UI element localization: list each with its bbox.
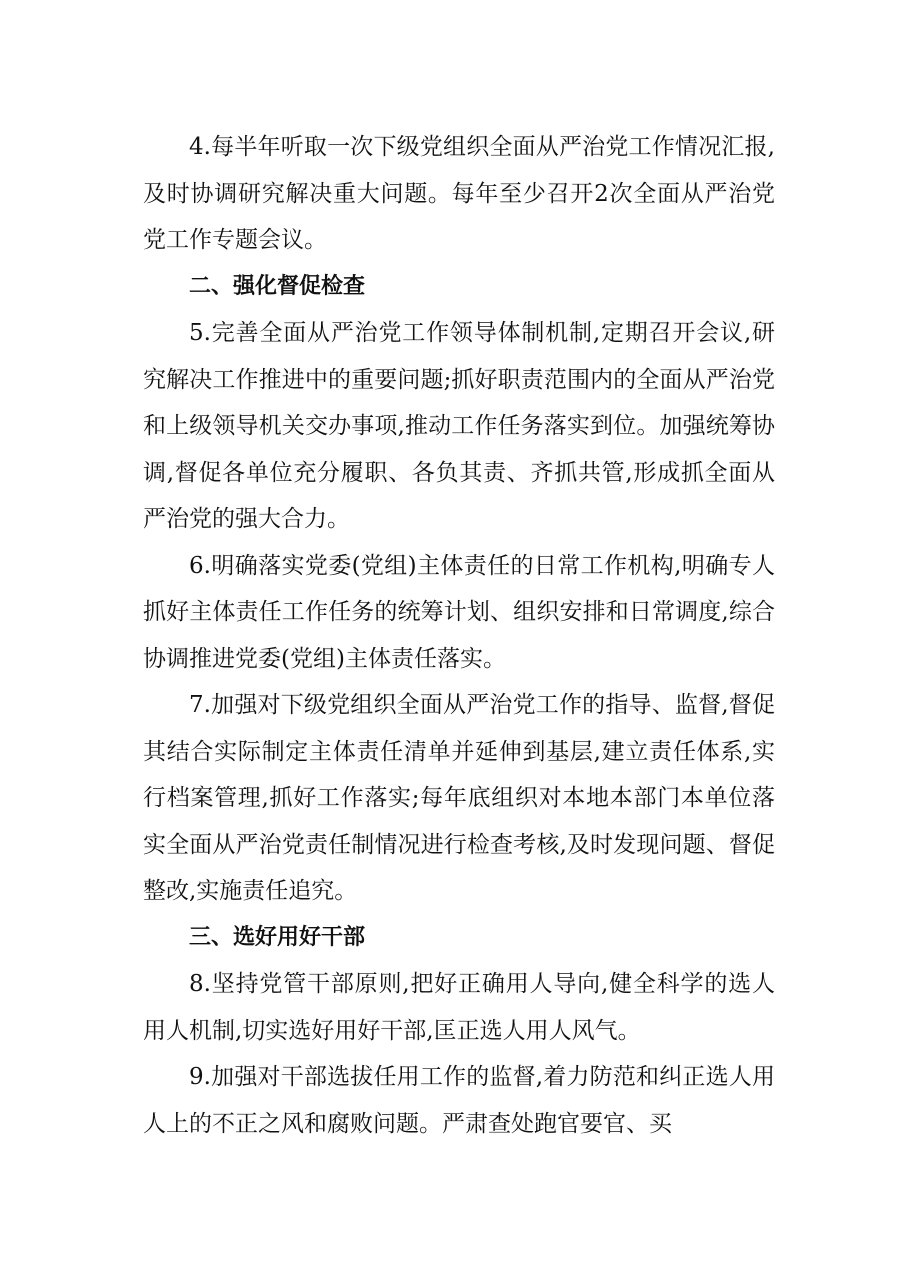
paragraph-item-5: 5.完善全面从严治党工作领导体制机制,定期召开会议,研究解决工作推进中的重要问题;抓好职责范围内的全面从严治党和上级领导机关交办事项,推动工作任务落实到位。加强统筹协调,督促各单位充分履职、各负其责、齐抓共管,形成抓全面从严治党的强大合力。 (143, 320, 775, 532)
paragraph-item-4: 4.每半年听取一次下级党组织全面从严治党工作情况汇报,及时协调研究解决重大问题。每年至少召开2次全面从严治党党工作专题会议。 (143, 134, 775, 253)
section-heading-strengthen-supervision: 二、强化督促检查 (189, 273, 366, 299)
document-body (143, 124, 775, 1147)
section-heading-select-cadres: 三、选好用好干部 (189, 924, 366, 950)
paragraph-item-7: 7.加强对下级党组织全面从严治党工作的指导、监督,督促其结合实际制定主体责任清单并延伸到基层,建立责任体系,实行档案管理,抓好工作落实;每年底组织对本地本部门本单位落实全面从严治党责任制情况进行检查考核,及时发现问题、督促整改,实施责任追究。 (143, 692, 775, 904)
paragraph-item-6: 6.明确落实党委(党组)主体责任的日常工作机构,明确专人抓好主体责任工作任务的统筹计划、组织安排和日常调度,综合协调推进党委(党组)主体责任落实。 (143, 552, 775, 672)
paragraph-item-8: 8.坚持党管干部原则,把好正确用人导向,健全科学的选人用人机制,切实选好用好干部,匡正选人用人风气。 (143, 971, 775, 1044)
paragraph-item-9: 9.加强对干部选拔任用工作的监督,着力防范和纠正选人用人上的不正之风和腐败问题。严肃查处跑官要官、买 (143, 1064, 775, 1137)
